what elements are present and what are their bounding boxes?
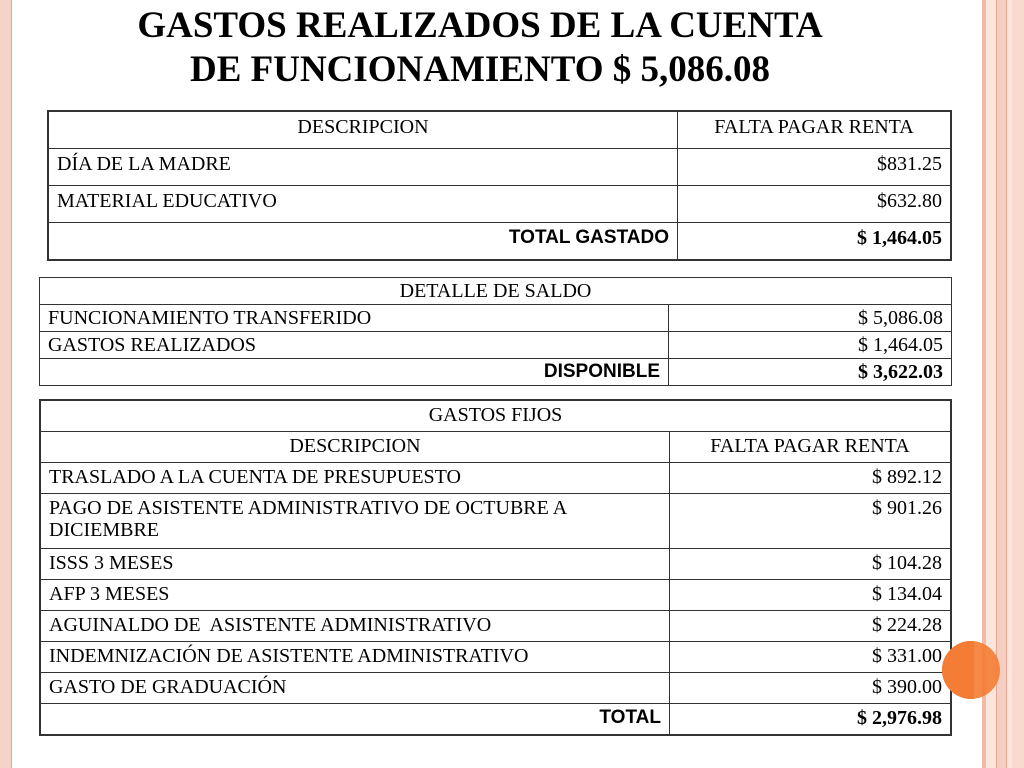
total-value: $ 2,976.98 — [670, 704, 952, 736]
total-label: TOTAL GASTADO — [48, 223, 678, 261]
row-amount: $ 901.26 — [670, 494, 952, 549]
column-header-amount: FALTA PAGAR RENTA — [678, 111, 952, 149]
column-header-description: DESCRIPCION — [40, 432, 670, 463]
total-value: $ 1,464.05 — [678, 223, 952, 261]
total-value: $ 3,622.03 — [669, 359, 952, 386]
row-description: PAGO DE ASISTENTE ADMINISTRATIVO DE OCTUBRE A DICIEMBRE — [40, 494, 670, 549]
fixed-expenses-table — [39, 399, 952, 736]
row-amount: $ 5,086.08 — [669, 305, 952, 332]
table-row — [40, 549, 951, 580]
balance-detail-table — [39, 277, 952, 386]
table-header-row — [40, 432, 951, 463]
row-amount: $ 390.00 — [670, 673, 952, 704]
title-line-2: DE FUNCIONAMIENTO $ 5,086.08 — [189, 49, 771, 90]
row-amount: $ 224.28 — [670, 611, 952, 642]
table-row — [40, 580, 951, 611]
row-description: AGUINALDO DE ASISTENTE ADMINISTRATIVO — [40, 611, 670, 642]
total-row — [48, 223, 951, 261]
table-row — [40, 494, 951, 549]
column-header-description: DESCRIPCION — [48, 111, 678, 149]
row-description: TRASLADO A LA CUENTA DE PRESUPUESTO — [40, 463, 670, 494]
row-description: AFP 3 MESES — [40, 580, 670, 611]
row-description: GASTO DE GRADUACIÓN — [40, 673, 670, 704]
table-row — [40, 332, 952, 359]
table-caption: DETALLE DE SALDO — [40, 278, 952, 305]
row-description: DÍA DE LA MADRE — [48, 149, 678, 186]
column-header-amount: FALTA PAGAR RENTA — [670, 432, 952, 463]
row-description: INDEMNIZACIÓN DE ASISTENTE ADMINISTRATIVO — [40, 642, 670, 673]
total-row — [40, 704, 951, 736]
total-label: DISPONIBLE — [40, 359, 669, 386]
total-row — [40, 359, 952, 386]
table-row — [48, 149, 951, 186]
table-row — [48, 186, 951, 223]
expenses-table — [47, 110, 952, 261]
table-row — [40, 611, 951, 642]
table-row — [40, 463, 951, 494]
table-header-row — [40, 278, 952, 305]
row-amount: $ 1,464.05 — [669, 332, 952, 359]
row-description: MATERIAL EDUCATIVO — [48, 186, 678, 223]
table-row — [40, 673, 951, 704]
row-description: GASTOS REALIZADOS — [40, 332, 669, 359]
row-description: ISSS 3 MESES — [40, 549, 670, 580]
page-title — [40, 4, 920, 92]
left-border-decoration — [0, 0, 12, 768]
row-amount: $ 892.12 — [670, 463, 952, 494]
row-amount: $ 104.28 — [670, 549, 952, 580]
table-row — [40, 305, 952, 332]
row-amount: $632.80 — [678, 186, 952, 223]
row-amount: $ 134.04 — [670, 580, 952, 611]
table-row — [40, 642, 951, 673]
total-label: TOTAL — [40, 704, 670, 736]
title-line-1: GASTOS REALIZADOS DE LA CUENTA — [137, 5, 823, 46]
table-header-row — [40, 400, 951, 432]
row-amount: $831.25 — [678, 149, 952, 186]
row-amount: $ 331.00 — [670, 642, 952, 673]
table-caption: GASTOS FIJOS — [40, 400, 951, 432]
row-description: FUNCIONAMIENTO TRANSFERIDO — [40, 305, 669, 332]
table-header-row — [48, 111, 951, 149]
